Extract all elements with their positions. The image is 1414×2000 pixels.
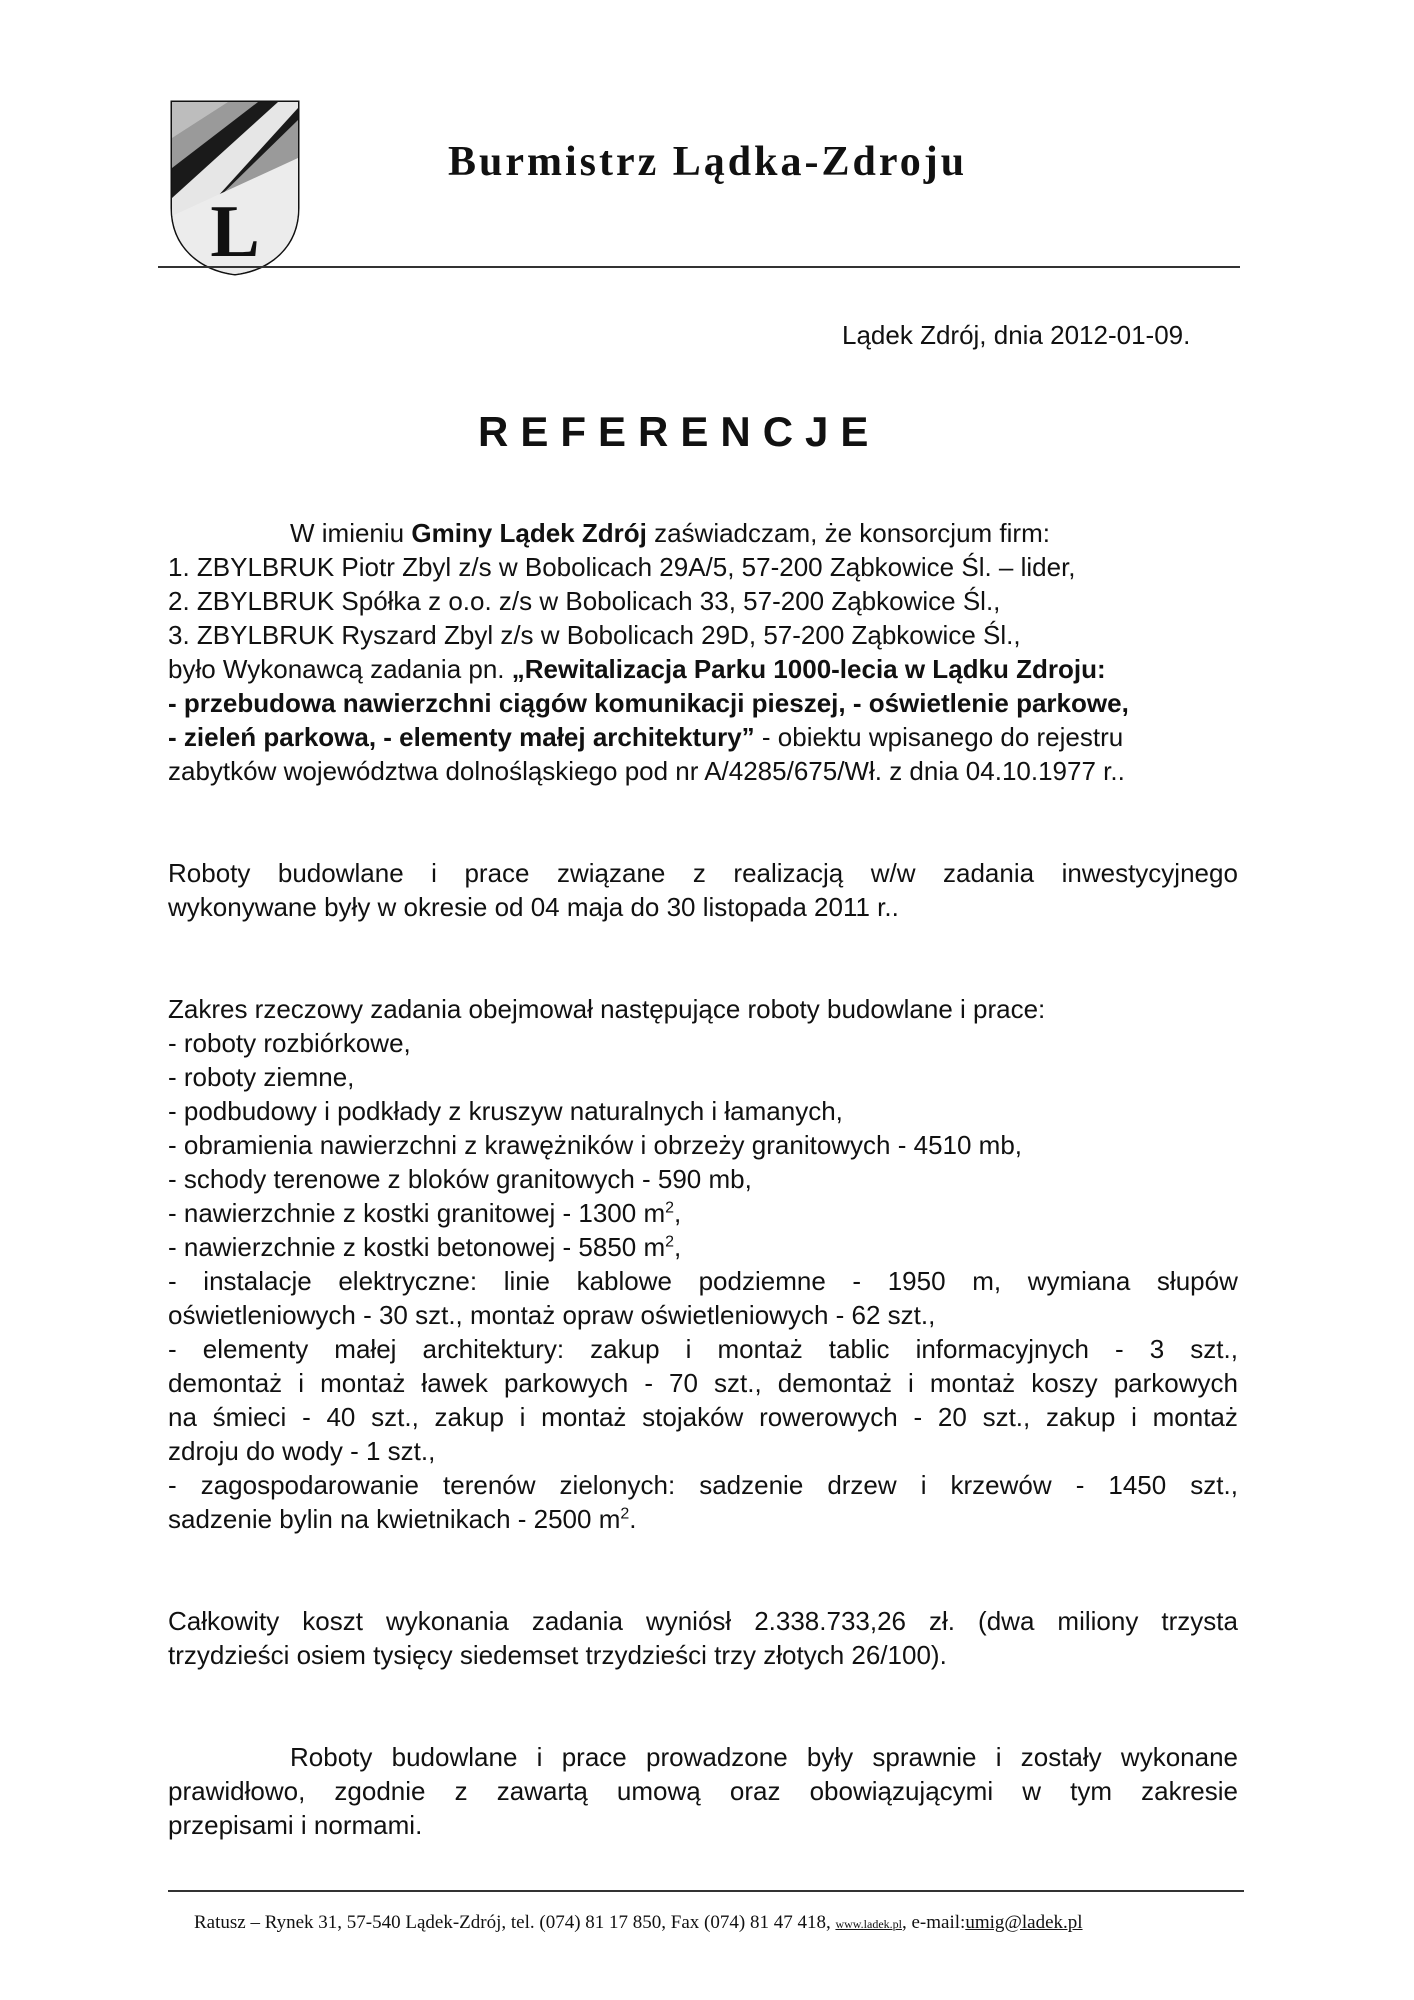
intro-line: W imieniu Gminy Lądek Zdrój zaświadczam, że konsorcjum firm: [290, 518, 1050, 548]
scope-item: - schody terenowe z bloków granitowych - 590 mb, [168, 1164, 752, 1194]
firm-item: 3. ZBYLBRUK Ryszard Zbyl z/s w Bobolicach 29D, 57-200 Ząbkowice Śl., [168, 620, 1021, 650]
header-divider [158, 266, 1240, 268]
office-title: Burmistrz Lądka-Zdroju [448, 139, 968, 185]
crest-letter: L [210, 191, 260, 273]
firm-item: 2. ZBYLBRUK Spółka z o.o. z/s w Bobolicach 33, 57-200 Ząbkowice Śl., [168, 586, 1001, 616]
task-line: - przebudowa nawierzchni ciągów komunikacji pieszej, - oświetlenie parkowe, [168, 688, 1129, 718]
scope-item: sadzenie bylin na kwietnikach - 2500 $m^2$. [168, 1504, 637, 1534]
scope-item: - nawierzchnie z kostki granitowej - 1300 $m^2$, [168, 1198, 682, 1228]
footer-address: Ratusz – Rynek 31, 57-540 Lądek-Zdrój, tel. (074) 81 17 850, Fax (074) 81 47 418, www.ladek.pl, e-mail:umig@ladek.pl [194, 1912, 1083, 1933]
website-link[interactable]: www.ladek.pl [835, 1917, 902, 1931]
scope-item: - elementy małej architektury: zakup i montaż tablic informacyjnych - 3 szt., [168, 1334, 1238, 1364]
task-line: zabytków województwa dolnośląskiego pod nr A/4285/675/Wł. z dnia 04.10.1977 r.. [168, 756, 1125, 786]
footer-divider [168, 1890, 1244, 1892]
scope-item: - nawierzchnie z kostki betonowej - 5850 $m^2$, [168, 1232, 682, 1262]
period-line: wykonywane były w okresie od 04 maja do 30 listopada 2011 r.. [168, 892, 899, 922]
scope-item: oświetleniowych - 30 szt., montaż opraw oświetleniowych - 62 szt., [168, 1300, 936, 1330]
scope-heading: Zakres rzeczowy zadania obejmował następujące roboty budowlane i prace: [168, 994, 1046, 1024]
document-title: REFERENCJE [478, 408, 881, 455]
scope-item: demontaż i montaż ławek parkowych - 70 szt., demontaż i montaż koszy parkowych [168, 1368, 1238, 1398]
task-line: - zieleń parkowa, - elementy małej architektury” - obiektu wpisanego do rejestru [168, 722, 1124, 752]
firm-item: 1. ZBYLBRUK Piotr Zbyl z/s w Bobolicach 29A/5, 57-200 Ząbkowice Śl. – lider, [168, 552, 1076, 582]
scope-item: - obramienia nawierzchni z krawężników i obrzeży granitowych - 4510 mb, [168, 1130, 1023, 1160]
scope-item: - zagospodarowanie terenów zielonych: sadzenie drzew i krzewów - 1450 szt., [168, 1470, 1238, 1500]
scope-item: - roboty ziemne, [168, 1062, 355, 1092]
period-line: Roboty budowlane i prace związane z realizacją w/w zadania inwestycyjnego [168, 858, 1238, 888]
conclusion-line: prawidłowo, zgodnie z zawartą umową oraz obowiązującymi w tym zakresie [168, 1776, 1238, 1806]
conclusion-line: przepisami i normami. [168, 1810, 423, 1840]
scope-item: - roboty rozbiórkowe, [168, 1028, 411, 1058]
task-name: „Rewitalizacja Parku 1000-lecia w Lądku Zdroju: [511, 654, 1106, 684]
scope-item: na śmieci - 40 szt., zakup i montaż stojaków rowerowych - 20 szt., zakup i montaż [168, 1402, 1238, 1432]
document-date: Lądek Zdrój, dnia 2012-01-09. [842, 320, 1191, 350]
scope-item: - podbudowy i podkłady z kruszyw naturalnych i łamanych, [168, 1096, 843, 1126]
cost-line: Całkowity koszt wykonania zadania wyniósł 2.338.733,26 zł. (dwa miliony trzysta [168, 1606, 1238, 1636]
scope-item: - instalacje elektryczne: linie kablowe podziemne - 1950 m, wymiana słupów [168, 1266, 1238, 1296]
coat-of-arms-crest [168, 98, 302, 276]
scope-item: zdroju do wody - 1 szt., [168, 1436, 436, 1466]
conclusion-line: Roboty budowlane i prace prowadzone były sprawnie i zostały wykonane [290, 1742, 1238, 1772]
municipality-name: Gminy Lądek Zdrój [411, 518, 647, 548]
cost-line: trzydzieści osiem tysięcy siedemset trzydzieści trzy złotych 26/100). [168, 1640, 947, 1670]
task-line: było Wykonawcą zadania pn. „Rewitalizacja Parku 1000-lecia w Lądku Zdroju: [168, 654, 1106, 684]
email-link[interactable]: umig@ladek.pl [965, 1912, 1083, 1933]
